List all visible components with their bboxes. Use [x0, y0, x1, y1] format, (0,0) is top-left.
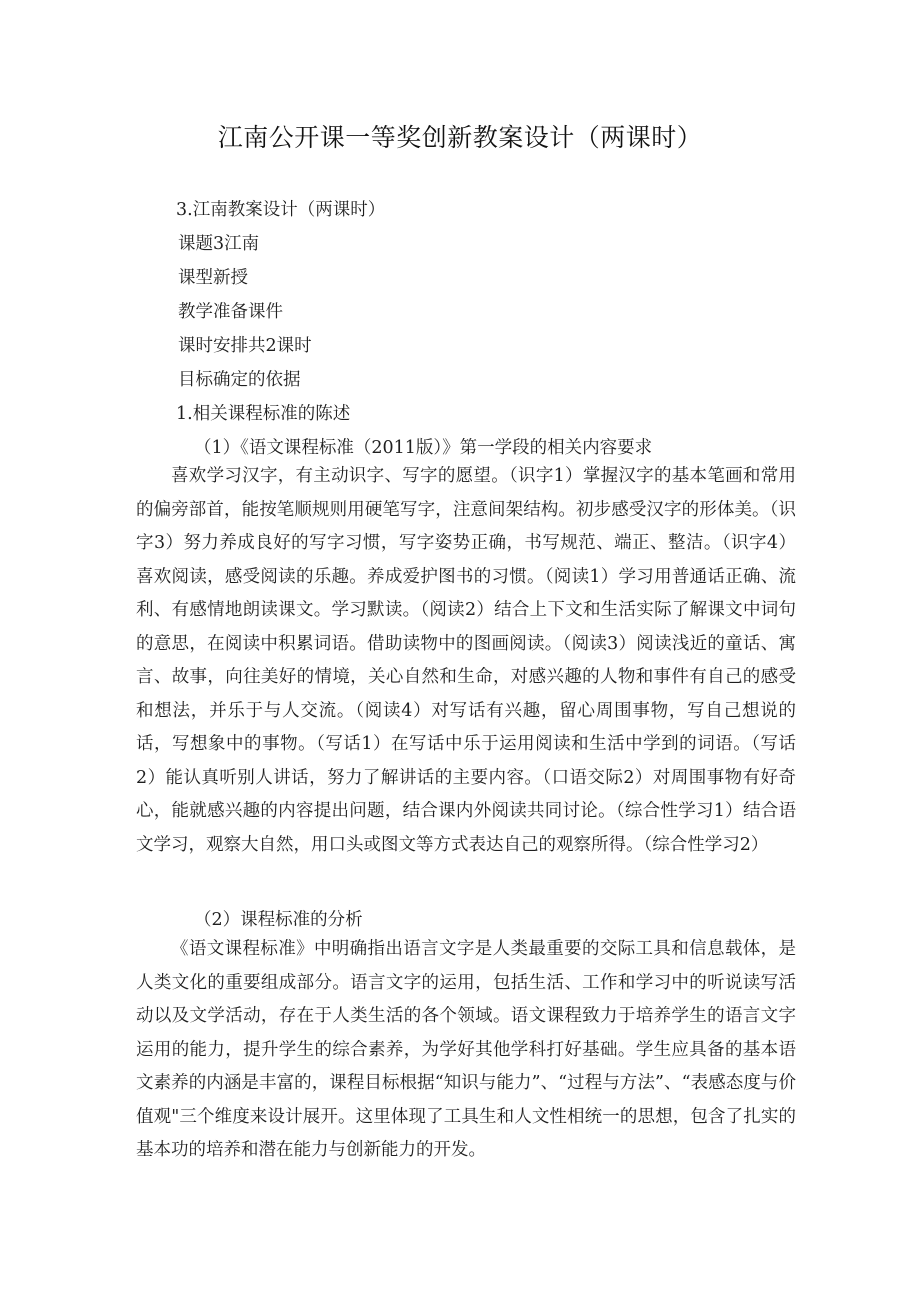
analysis-paragraph: 《语文课程标准》中明确指出语言文字是人类最重要的交际工具和信息载体，是人类文化的重要组成部分。语言文字的运用，包括生活、工作和学习中的听说读写活动以及文学活动，存在于人类生活的各个领域。语文课程致力于培养学生的语言文字运用的能力，提升学生的综合素养，为学好其他学科打好基础。学生应具备的基本语文素养的内涵是丰富的，课程目标根据“知识与能力”、“过程与方法”、“表感态度与价值观"三个维度来设计展开。这里体现了工具生和人文性相统一的思想，包含了扎实的基本功的培养和潜在能力与创新能力的开发。: [136, 939, 796, 1160]
standards-subheading-1: （1）《语文课程标准（2011版）》第一学段的相关内容要求: [194, 438, 653, 458]
standards-paragraph: 喜欢学习汉字，有主动识字、写字的愿望。（识字1）掌握汉字的基本笔画和常用的偏旁部首，能按笔顺规则用硬笔写字，注意间架结构。初步感受汉字的形体美。（识字3）努力养成良好的写字习惯，写字姿势正确，书写规范、端正、整洁。（识字4）喜欢阅读，感受阅读的乐趣。养成爱护图书的习惯。（阅读1）学习用普通话正确、流利、有感情地朗读课文。学习默读。（阅读2）结合上下文和生活实际了解课文中词句的意思，在阅读中积累词语。借助读物中的图画阅读。（阅读3）阅读浅近的童话、寓言、故事，向往美好的情境，关心自然和生命，对感兴趣的人物和事件有自己的感受和想法，并乐于与人交流。（阅读4）对写话有兴趣，留心周围事物，写自己想说的话，写想象中的事物。（写话1）在写话中乐于运用阅读和生活中学到的词语。（写话2）能认真听别人讲话，努力了解讲话的主要内容。（口语交际2）对周围事物有好奇心，能就感兴趣的内容提出问题，结合课内外阅读共同讨论。（综合性学习1）结合语文学习，观察大自然，用口头或图文等方式表达自己的观察所得。（综合性学习2）: [136, 466, 796, 855]
section-heading-lesson: 3.江南教案设计（两课时）: [176, 200, 386, 220]
teaching-preparation: 教学准备课件: [178, 302, 283, 322]
basis-heading: 目标确定的依据: [178, 370, 301, 390]
lesson-type: 课型新授: [178, 268, 248, 288]
lesson-schedule: 课时安排共2课时: [178, 336, 312, 356]
standards-heading: 1.相关课程标准的陈述: [176, 404, 351, 424]
standards-subheading-2: （2）课程标准的分析: [194, 910, 363, 930]
lesson-topic: 课题3江南: [178, 234, 260, 254]
document-title: 江南公开课一等奖创新教案设计（两课时）: [217, 123, 703, 152]
